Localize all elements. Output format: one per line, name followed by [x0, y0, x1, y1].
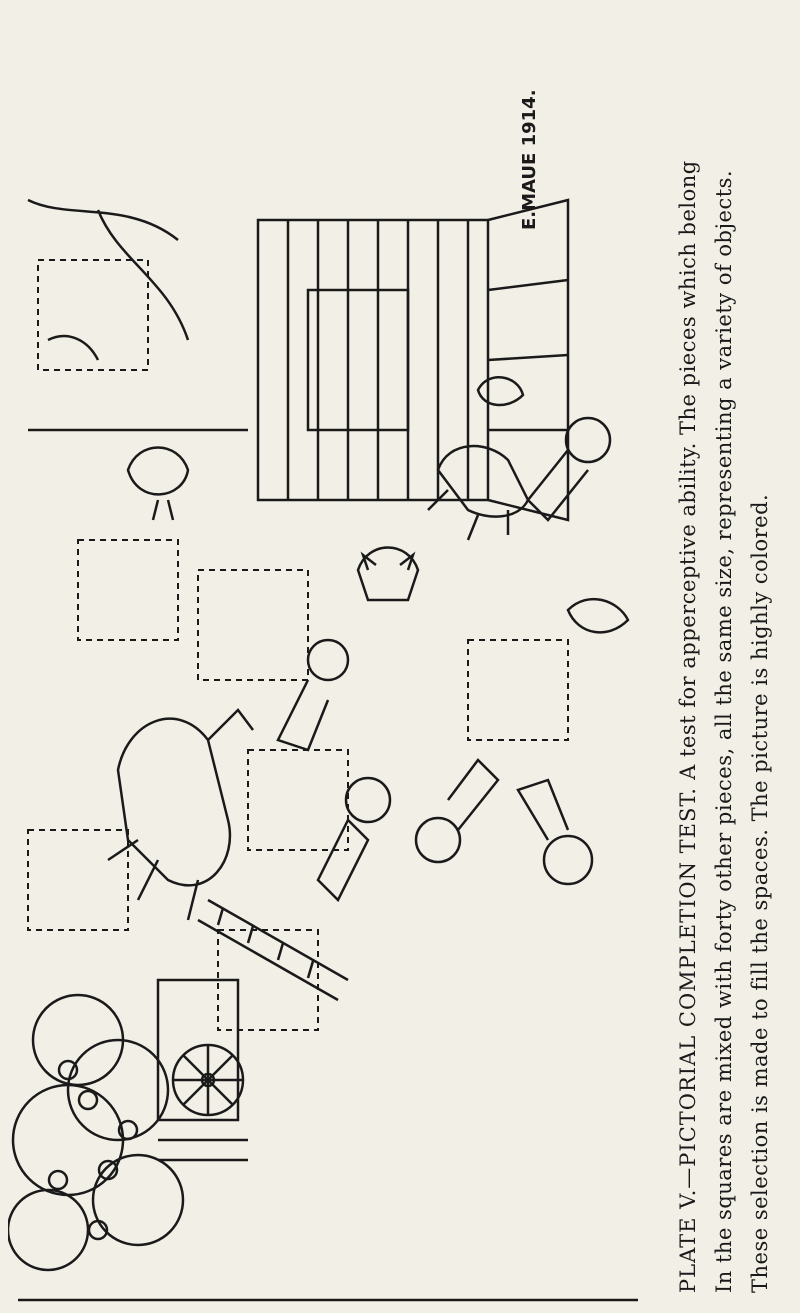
caption-block: [660, 0, 800, 1313]
dog-icon: [428, 446, 528, 540]
cat-icon: [358, 548, 418, 601]
empty-square-7: [28, 830, 128, 930]
caption-line-1: [670, 20, 706, 1293]
horse-icon: [108, 710, 253, 920]
empty-square-3: [198, 570, 308, 680]
empty-square-2: [78, 540, 178, 640]
tree-icon: [8, 995, 248, 1270]
chicken-icon: [128, 448, 188, 521]
tree-trunk-icon: [28, 200, 188, 340]
caption-line-2: In the squares are mixed with forty other pieces, all the same size, representing a variety of objects.: [712, 169, 736, 1293]
line-illustration: [8, 140, 648, 1310]
child-figure-icon: [278, 418, 610, 900]
artist-signature: E.MAUE 1914.: [519, 89, 540, 230]
cart-icon: [158, 980, 243, 1120]
caption-line-3: These selection is made to fill the spaces. The picture is highly colored.: [748, 493, 772, 1293]
caption-text-a: A test for apperceptive ability. The pieces which belong: [676, 160, 700, 780]
empty-square-4: [248, 750, 348, 850]
empty-square-6: [468, 640, 568, 740]
ladder-icon: [198, 900, 348, 1000]
caption-rotated: [660, 0, 800, 1313]
plate-title: PLATE V.—PICTORIAL COMPLETION TEST.: [676, 787, 700, 1293]
house-icon: [258, 200, 568, 520]
